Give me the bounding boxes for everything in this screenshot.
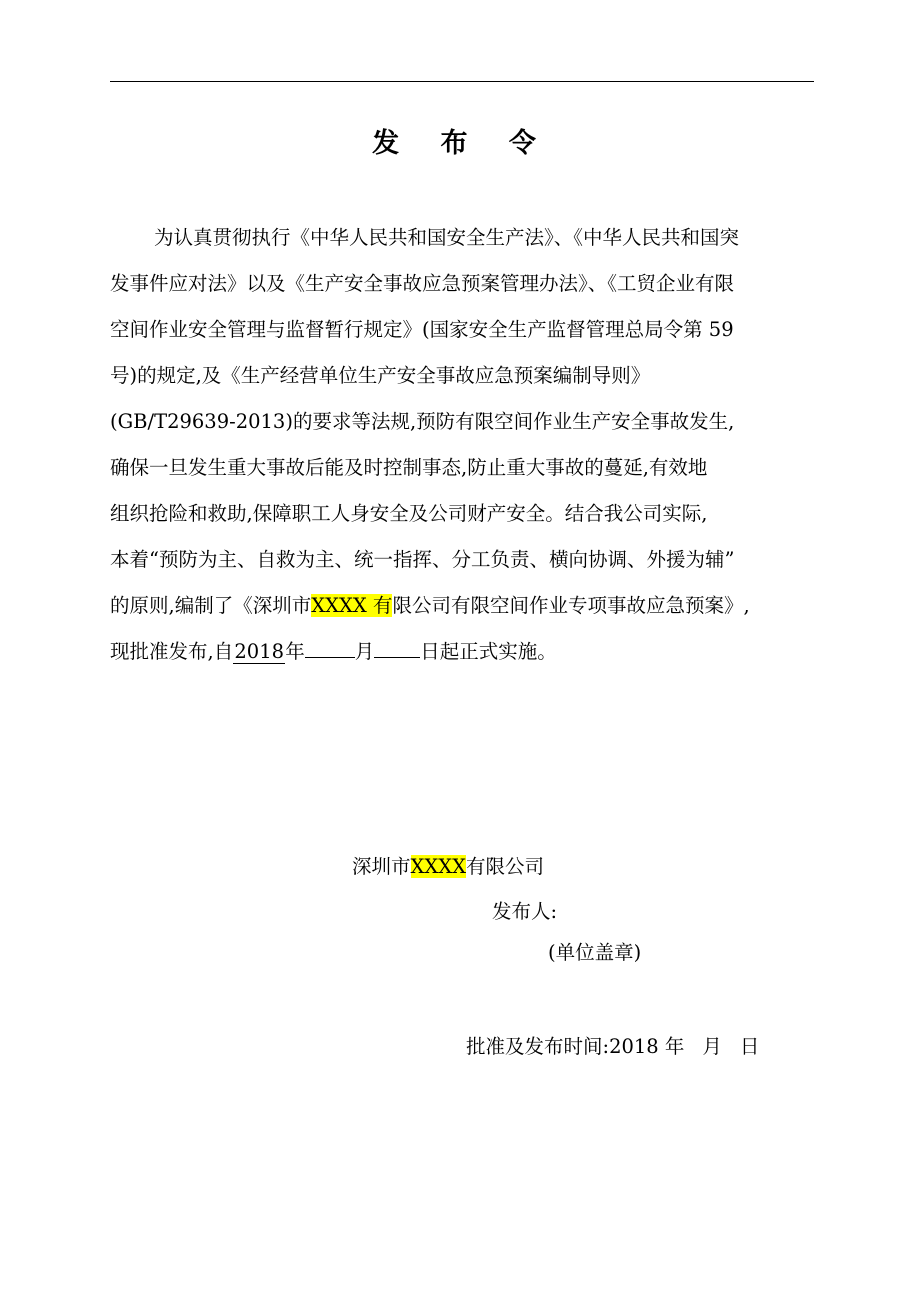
effective-date-prefix: 现批准发布,自 bbox=[110, 640, 234, 663]
paragraph-line-4: 号)的规定,及《生产经营单位生产安全事故应急预案编制导则》 bbox=[110, 364, 651, 387]
paragraph-line-2: 发事件应对法》以及《生产安全事故应急预案管理办法》、《工贸企业有限 bbox=[110, 272, 735, 295]
highlighted-placeholder: XXXX 有 bbox=[311, 594, 393, 617]
paragraph-line-9 bbox=[110, 583, 814, 629]
month-blank bbox=[305, 657, 355, 658]
paragraph-line-1: 为认真贯彻执行《中华人民共和国安全生产法》、《中华人民共和国突 bbox=[154, 226, 740, 249]
approval-day: 日 bbox=[739, 1035, 760, 1058]
company-before-text: 深圳市 bbox=[352, 855, 411, 878]
paragraph-line-3: 空间作业安全管理与监督暂行规定》(国家安全生产监督管理总局令第 59 bbox=[110, 318, 734, 341]
publisher-label: 发布人: bbox=[492, 900, 558, 923]
effective-date-suffix: 日起正式实施。 bbox=[420, 640, 557, 663]
paragraph-line-6: 确保一旦发生重大事故后能及时控制事态,防止重大事故的蔓延,有效地 bbox=[110, 456, 708, 479]
header-rule bbox=[110, 81, 814, 82]
day-blank bbox=[374, 657, 420, 658]
decree-paragraph bbox=[110, 215, 814, 675]
company-placeholder: XXXX bbox=[410, 855, 467, 878]
paragraph-line-10 bbox=[110, 629, 814, 675]
approval-date bbox=[466, 1032, 759, 1062]
line9-after-text: 限公司有限空间作业专项事故应急预案》, bbox=[392, 594, 750, 617]
signature-company bbox=[352, 852, 544, 882]
paragraph-line-7: 组织抢险和救助,保障职工人身安全及公司财产安全。结合我公司实际, bbox=[110, 502, 708, 525]
paragraph-line-8: 本着“预防为主、自救为主、统一指挥、分工负责、横向协调、外援为辅” bbox=[110, 548, 735, 571]
seal-label: (单位盖章) bbox=[548, 941, 642, 964]
year-blank: 2018 bbox=[234, 640, 285, 663]
year-unit: 年 bbox=[285, 640, 305, 663]
paragraph-line-5: (GB/T29639-2013)的要求等法规,预防有限空间作业生产安全事故发生, bbox=[110, 410, 735, 433]
line9-before-text: 的原则,编制了《深圳市 bbox=[110, 594, 312, 617]
approval-month: 月 bbox=[702, 1035, 722, 1058]
month-unit: 月 bbox=[354, 640, 375, 663]
document-title: 发 布 令 bbox=[372, 128, 552, 159]
company-after-text: 有限公司 bbox=[466, 855, 545, 878]
approval-label: 批准及发布时间:2018 年 bbox=[466, 1035, 685, 1058]
